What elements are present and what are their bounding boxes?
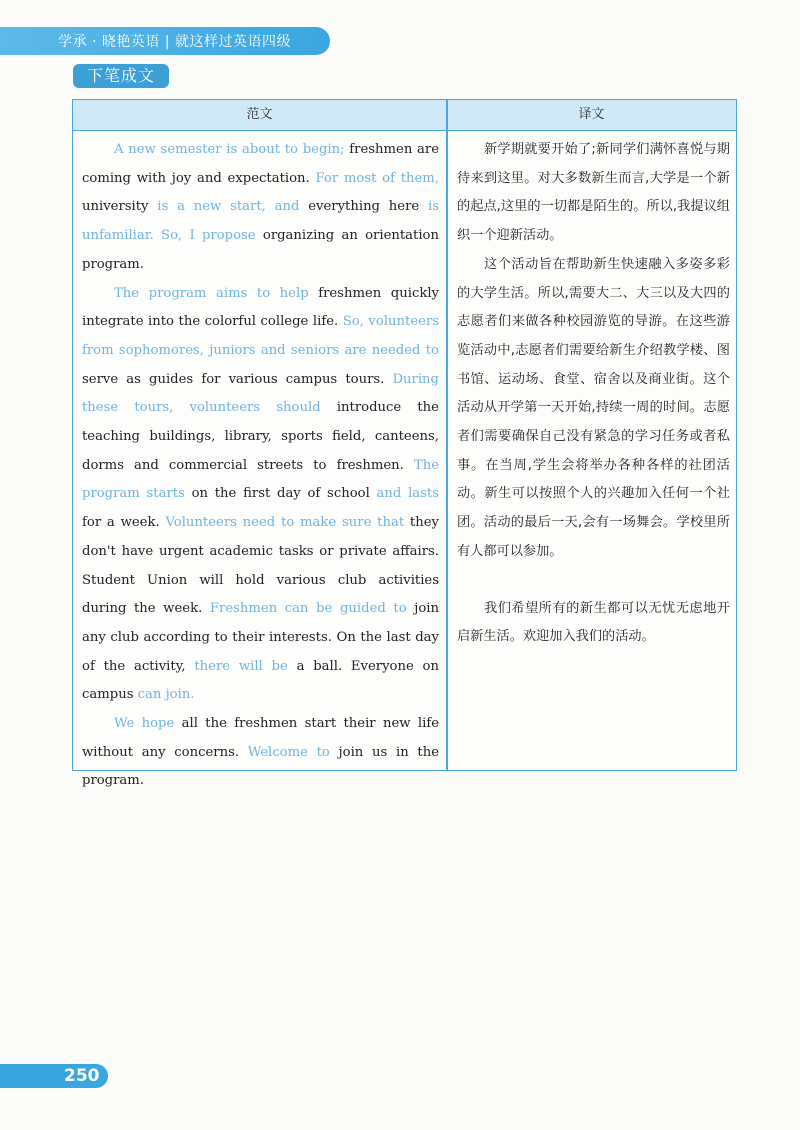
template-phrase: The program starts — [82, 457, 439, 502]
english-paragraph-2 — [82, 280, 439, 711]
translation-header: 译文 — [578, 107, 605, 122]
content-text: organizing an orientation program. — [82, 228, 439, 272]
english-paragraph-1 — [82, 136, 439, 280]
template-phrase: Volunteers need to make sure that — [165, 515, 405, 531]
chinese-translation — [457, 136, 730, 652]
content-text: serve as guides for various campus tours. — [82, 371, 393, 387]
english-paragraph-3 — [82, 710, 439, 796]
essay-table — [72, 99, 737, 789]
content-text: introduce the teaching buildings, library, sports field, canteens, dorms and commercial streets to freshmen. — [82, 400, 439, 473]
template-phrase: there will be — [194, 658, 288, 674]
template-phrase: and lasts — [376, 486, 439, 502]
template-phrase: Freshmen can be guided to — [209, 601, 407, 617]
content-text: on the first day of school — [184, 486, 377, 502]
content-text: for a week. — [82, 515, 166, 531]
template-phrase: and — [274, 199, 300, 215]
template-phrase: is unfamiliar. So, I propose — [82, 199, 439, 244]
chinese-paragraph-2: 这个活动旨在帮助新生快速融入多姿多彩的大学生活。所以,需要大二、大三以及大四的志愿者们来做各种校园游览的导游。在这些游览活动中,志愿者们需要给新生介绍教学楼、图书馆、运动场、食堂、宿舍以及商业街。这个活动从开学第一天开始,持续一周的时间。志愿者们需要确保自己没有紧急的学习任务或者私事。在当周,学生会将举办各种各样的社团活动。新生可以按照个人的兴趣加入任何一个社团。活动的最后一天,会有一场舞会。学校里所有人都可以参加。 — [457, 256, 730, 559]
english-essay — [82, 136, 439, 796]
table-header-row — [73, 100, 736, 131]
page-number: 250 — [64, 1066, 100, 1086]
content-text: join us in the program. — [82, 744, 439, 789]
content-text: freshmen are coming with joy and expectation. — [82, 142, 439, 186]
sample-essay-header: 范文 — [246, 107, 273, 122]
template-phrase: We hope — [114, 716, 175, 732]
content-text: join any club according to their interests. On the last day of the activity, — [82, 601, 439, 674]
content-text — [266, 199, 275, 214]
content-text: they don't have urgent academic tasks or private affairs. Student Union will hold various club activities during the week. — [82, 515, 439, 617]
chinese-paragraph-3: 我们希望所有的新生都可以无忧无虑地开启新生活。欢迎加入我们的活动。 — [457, 600, 730, 645]
template-phrase: During these tours, volunteers should — [82, 371, 439, 416]
template-phrase: Welcome to — [247, 744, 330, 760]
template-phrase: is a new start, — [157, 199, 266, 215]
section-label: 下笔成文 — [73, 64, 169, 88]
column-divider — [446, 100, 448, 770]
book-series-title: 学承 · 晓艳英语 | 就这样过英语四级 — [58, 34, 291, 50]
template-phrase: can join. — [137, 687, 195, 703]
content-text: all the freshmen start their new life without any concerns. — [82, 716, 440, 760]
template-phrase: For most of them, — [315, 170, 440, 186]
chinese-paragraph-1: 新学期就要开始了;新同学们满怀喜悦与期待来到这里。对大多数新生而言,大学是一个新的起点,这里的一切都是陌生的。所以,我提议组织一个迎新活动。 — [457, 142, 730, 244]
template-phrase: So, volunteers from sophomores, juniors and seniors are needed to — [82, 314, 439, 358]
content-text: university — [82, 199, 158, 215]
content-text: freshmen quickly integrate into the colorful college life. — [82, 285, 439, 330]
template-phrase: A new semester is about to begin; — [114, 142, 345, 157]
content-text: everything here — [299, 199, 428, 215]
template-phrase: The program aims to help — [114, 285, 309, 301]
content-text: a ball. Everyone on campus — [82, 658, 439, 703]
